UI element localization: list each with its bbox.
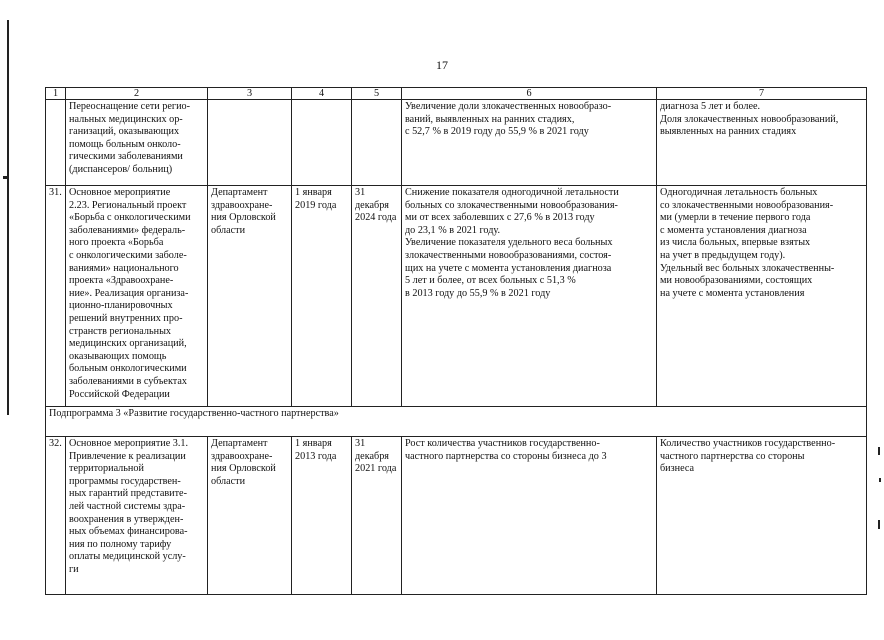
subprogram-title: Подпрограмма 3 «Развитие государственно-частного партнерства»	[46, 407, 867, 437]
indicator-text: Количество участников государственно- частного партнерства со стороны бизнеса	[660, 438, 836, 475]
end-date-text: 31 декабря 2024 года	[355, 187, 397, 224]
expected-result-text: Снижение показателя одногодичной летальности больных со злокачественными новообразования- ми от всех заболевших с 27,6 % в 2013 году до 23,1 % в 2021 году. Увеличение показателя удельного веса больных злокачественными новообразованиями, состоя- щих на учете с момента установления диагноза 5 лет и более, от всех больных с 51,3 % в 2013 году до 55,9 % в 2021 году	[405, 187, 619, 299]
start-date-cell	[292, 437, 352, 595]
column-header: 1	[46, 88, 66, 100]
scan-edge-line	[7, 20, 9, 415]
table-row	[46, 186, 867, 407]
table-row	[46, 437, 867, 595]
executor-cell	[208, 100, 292, 186]
expected-result-cell	[402, 437, 657, 595]
start-date-text: 1 января 2019 года	[295, 187, 337, 211]
indicator-text: диагноза 5 лет и более. Доля злокачественных новообразований, выявленных на ранних стадиях	[660, 101, 839, 138]
executor-cell	[208, 186, 292, 407]
start-date-cell	[292, 100, 352, 186]
column-header: 4	[292, 88, 352, 100]
start-date-cell	[292, 186, 352, 407]
row-number	[46, 100, 66, 186]
measure-cell	[66, 186, 208, 407]
measure-text: Основное мероприятие 3.1. Привлечение к реализации территориальной программы государствен- ных гарантий представите- лей частной системы здра- воохранения в утвержден- ных объемах финансирова- ния по полному тарифу оплаты медицинской услу- ги	[69, 438, 189, 575]
expected-result-cell	[402, 186, 657, 407]
row-number: 31.	[46, 186, 66, 407]
column-header: 6	[402, 88, 657, 100]
table-row	[46, 100, 867, 186]
column-header: 2	[66, 88, 208, 100]
measure-cell	[66, 437, 208, 595]
start-date-text: 1 января 2013 года	[295, 438, 337, 462]
expected-result-cell	[402, 100, 657, 186]
scan-mark	[878, 520, 880, 529]
column-header: 7	[657, 88, 867, 100]
measure-text: Основное мероприятие 2.23. Региональный проект «Борьба с онкологическими заболеваниями» федераль- ного проекта «Борьба с онкологическими заболе- ваниями» национального проекта «Здравоохране- ние». Реализация организа- ционно-планировочных решений внутренних про- странств региональных медицинских организаций, оказывающих помощь больным онкологическими заболеваниями в субъектах Российской Федерации	[69, 187, 191, 400]
column-header: 3	[208, 88, 292, 100]
indicator-cell	[657, 186, 867, 407]
scan-mark	[3, 176, 9, 179]
executor-cell	[208, 437, 292, 595]
scan-mark	[878, 447, 880, 455]
executor-text: Департамент здравоохране- ния Орловской области	[211, 438, 276, 487]
end-date-text: 31 декабря 2021 года	[355, 438, 397, 475]
row-number: 32.	[46, 437, 66, 595]
column-number-row	[46, 88, 867, 100]
end-date-cell	[352, 100, 402, 186]
scan-mark	[879, 478, 881, 482]
measure-text: Переоснащение сети регио- нальных медицинских ор- ганизаций, оказывающих помощь больным онколо- гическими заболеваниями (диспансеров/ больниц)	[69, 101, 191, 175]
indicator-cell	[657, 437, 867, 595]
indicator-text: Одногодичная летальность больных со злокачественными новообразования- ми (умерли в течение первого года с момента установления диагноза из числа больных, впервые взятых на учет в предыдущем году). Удельный вес больных злокачественны- ми новообразованиями, состоящих на учете с момента установления	[660, 187, 835, 299]
executor-text: Департамент здравоохране- ния Орловской области	[211, 187, 276, 236]
end-date-cell	[352, 437, 402, 595]
program-measures-table	[45, 87, 867, 595]
end-date-cell	[352, 186, 402, 407]
page-number: 17	[436, 58, 448, 72]
column-header: 5	[352, 88, 402, 100]
expected-result-text: Увеличение доли злокачественных новообразо- ваний, выявленных на ранних стадиях, с 52,7 % в 2019 году до 55,9 % в 2021 году	[405, 101, 612, 138]
subprogram-row	[46, 407, 867, 437]
expected-result-text: Рост количества участников государственно- частного партнерства со стороны бизнеса до 3	[405, 438, 607, 462]
measure-cell	[66, 100, 208, 186]
indicator-cell	[657, 100, 867, 186]
